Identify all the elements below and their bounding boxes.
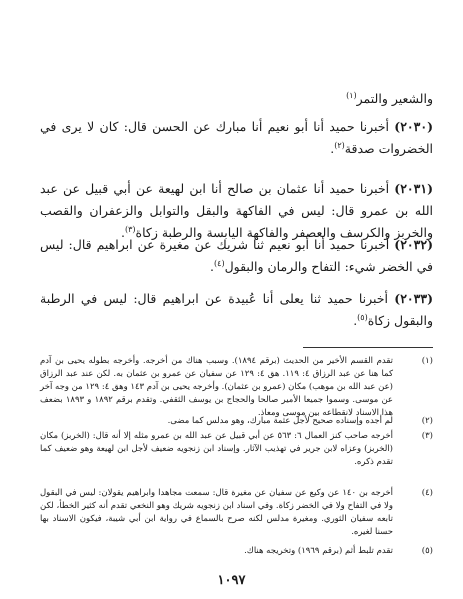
hadith-paragraph: (٢٠٣٠) أخبرنا حميد أنا أبو نعيم أنا مبارك عن الحسن قال: كان لا يرى في الخضروات صدقة$^{(٢)}$. [40,119,433,156]
footnote-text: أخرجه بن ١٤٠ عن وكيع عن سفيان عن مغيرة قال: سمعت مجاهدا وابراهيم يقولان: ليس في البقول ولا في التفاح ولا في الخضر زكاة. وفي اسناد ابن زنجويه شريك وهو النخعي تقدم أنه كثير الخطأ، لكن تابعه سفيان الثوري. ومغيرة مدلس لكنه صرح بالسماع في رواية ابن أبي شيبة، فيكون الاسناد بها حسنا لغيره. [40,488,394,537]
footnote [40,355,433,420]
footnote-ref: (٤) [214,258,225,268]
hadith-number: (٢٠٣١) [394,181,433,196]
footnote-ref: (٥) [357,312,368,322]
line-text: والشعير والتمر [356,91,433,106]
footnote [40,487,433,539]
footnote-divider [303,347,433,348]
hadith-paragraph: (٢٠٣٢) أخبرنا حميد أنا أبو نعيم ثنا شريك عن مغيرة عن ابراهيم قال: ليس في الخضر شيء: التفاح والرمان والبقول$^{(٤)}$. [40,237,433,274]
hadith-text: أخبرنا حميد أنا أبو نعيم أنا مبارك عن الحسن قال: كان لا يرى في الخضروات صدقة [40,119,433,156]
footnote-text: تقدم القسم الأخير من الحديث (برقم ١٨٩٤). وسبب هناك من أخرجه. وأخرجه بطوله يحيى بن آدم كما هنا عن عبد الرزاق ٤: ١١٩. هق ٤: ١٢٩ عن سفيان عن عمرو بن عثمان به. لكن عند عبد الرزاق (عن عبد الله بن موهب) مكان (عمرو بن عثمان). وأخرجه يحيى بن آدم ١٤٣ وهق ٤: ١٢٩ من وجه آخر عن موسى. وسموا جميعا الأمير صالحا والحجاج بن يوسف الثقفي. وتقدم برقم ١٨٩٢ و ١٨٩٣ بضعف هذا الاسناد لانقطاعه بين موسى ومعاذ. [40,356,394,418]
footnote [40,430,433,469]
continuation-line [40,88,433,110]
footnote-label: (٤) [421,488,433,498]
page-number: ١٠٩٧ [217,573,246,588]
footnote-ref: (٣) [124,224,136,234]
hadith-number: (٢٠٣٠) [394,119,433,134]
footnote-label: (٢) [421,416,433,426]
footnote [40,545,433,558]
footnote-text: لم أجده وإسناده صحيح لأجل عثمة مبارك، وهو مدلس كما مضى. [167,416,393,426]
hadith-text: أخبرنا حميد ثنا يعلى أنا عُبيدة عن ابراهيم قال: ليس في الرطبة والبقول زكاة [40,291,433,328]
footnote-label: (١) [421,356,433,366]
footnote-text: أخرجه صاحب كنز العمال ٦: ٥٦٣ عن أبي قبيل عن عبد الله بن عمرو مثله إلا أنه قال: (الخربز) مكان (الخربز) وعزاه لابن جرير في تهذيب الآثار. وإسناد ابن زنجويه ضعيف لأجل ابن لهيعة وهو ضعيف كما تقدم ذكره. [40,431,393,467]
footnote-ref: (٢) [334,140,345,150]
footnote-text: تقدم تلبط أثم (برقم ١٩٦٩) وتخريجه هناك. [244,546,393,556]
hadith-number: (٢٠٣٢) [394,237,433,252]
hadith-paragraph: (٢٠٣١) أخبرنا حميد أنا عثمان بن صالح أنا ابن لهيعة عن أبي قبيل عن عبد الله بن عمرو قال: ليس في الفاكهة والبقل والتوابل والزعفران والقصب والخربز والكرسف والعصفر والفاكهة اليابسة والرطبة زكاة$^{(٣)}$. [40,181,433,240]
hadith-text: أخبرنا حميد أنا عثمان بن صالح أنا ابن لهيعة عن أبي قبيل عن عبد الله بن عمرو قال: ليس في الفاكهة والبقل والتوابل والزعفران والقصب والخربز والكرسف والعصفر والفاكهة اليابسة والرطبة زكاة [40,181,433,240]
hadith-number: (٢٠٣٣) [394,291,433,306]
footnote-label: (٥) [421,546,433,556]
footnote-label: (٣) [421,431,433,441]
footnote-ref: (١) [346,90,357,100]
hadith-paragraph: (٢٠٣٣) أخبرنا حميد ثنا يعلى أنا عُبيدة عن ابراهيم قال: ليس في الرطبة والبقول زكاة$^{(٥)}$. [40,291,433,328]
hadith-text: أخبرنا حميد أنا أبو نعيم ثنا شريك عن مغيرة عن ابراهيم قال: ليس في الخضر شيء: التفاح والرمان والبقول [40,237,433,274]
footnote [40,415,433,428]
